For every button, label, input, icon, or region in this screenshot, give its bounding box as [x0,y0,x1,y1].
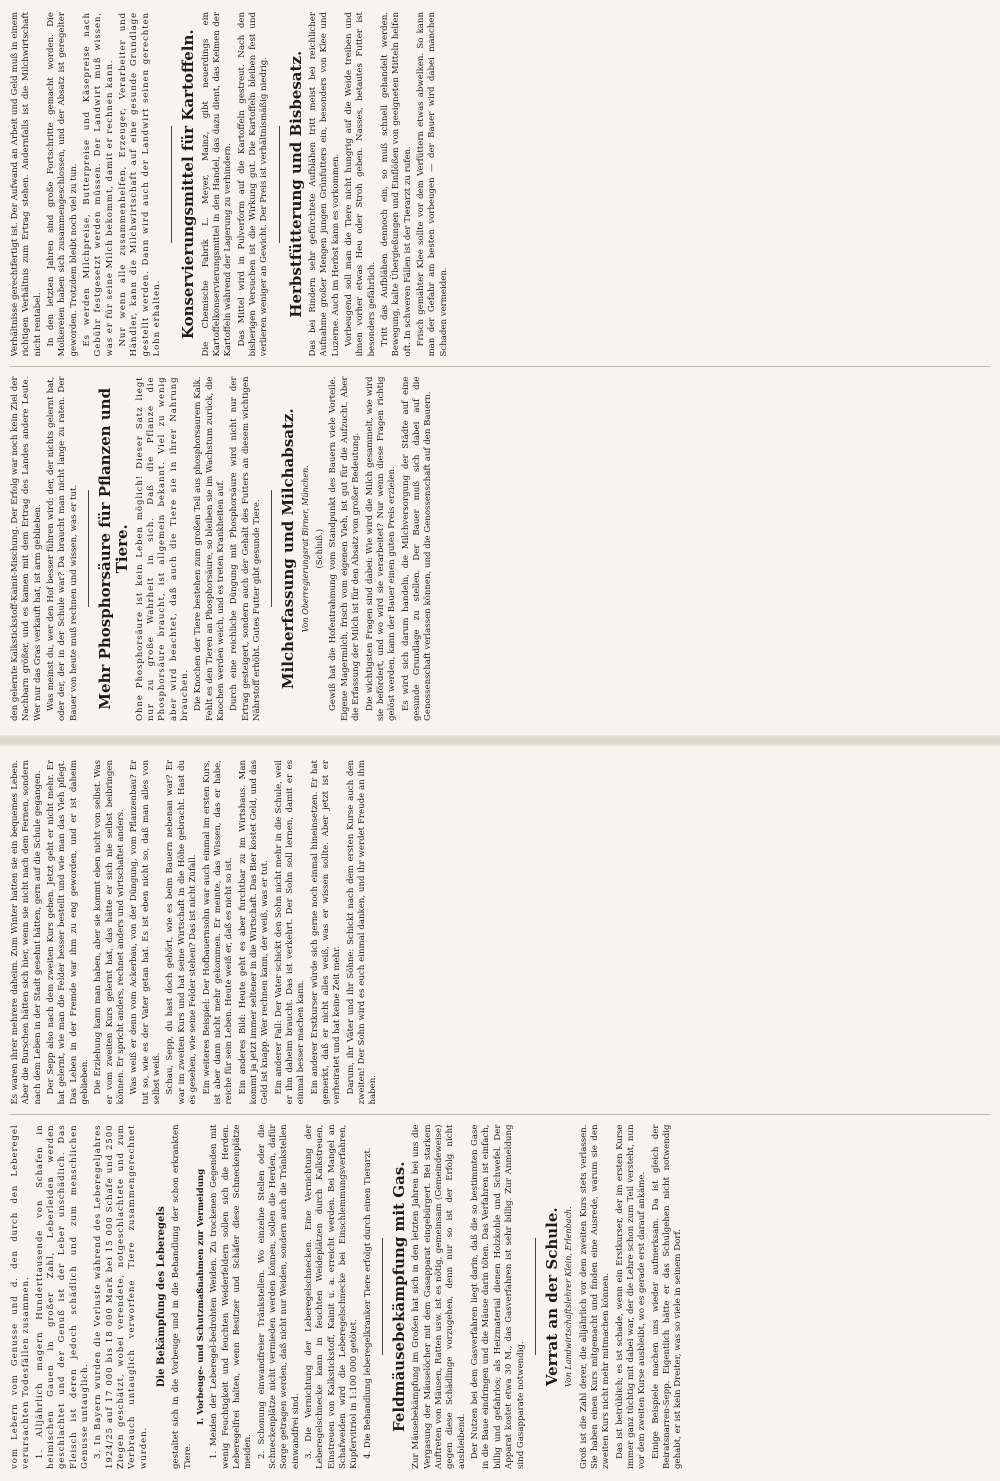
continued-article [10,377,80,722]
left-page [0,748,1000,1481]
divider [535,1238,536,1355]
paragraph: 4. Die Behandlung leberegelkranker Tiere erfolgt durch einen Tierarzt. [362,1147,373,1459]
paragraph: 1. Alljährlich magern Hunderttausende von Schafen in heimischen Gauen in großer Zahl, Leberleiden werden geschlachtet und der Genuß ist der Leber unschädlich. Das Fleisch ist deren jedoch schädlich und zum menschlichen Genusse untauglich. [34,1124,91,1469]
paragraph: Das bei Rindern sehr gefürchtete Aufblähen tritt meist bei reichlicher Aufnahme großer Mengen jungen Grünfutters ein, besonders von Klee und Luzerne. Auch im Herbst kann es vorkommen. [308,12,341,357]
article-headline: Verrat an der Schule. [542,1207,561,1387]
kartoffel-article-body [201,12,271,357]
paragraph: In den letzten Jahren sind große Fortschritte gemacht worden. Die Molkereien haben sich zusammengeschlossen, und der Absatz ist geregelter geworden. Trotzdem bleibt noch viel zu tun. [46,12,79,357]
leberegel-article-body [171,1125,374,1470]
paragraph: den gelernte Kalkstickstoff-Kainit-Mischung. Der Erfolg war noch kein Ziel der Nachbarn größer, und es kamen mit dem Ertrag des Landes andere Leute. Wer nur das Gras verkauft hat, ist arm geblieben. [10,376,43,721]
paragraph: Es waren ihrer mehrere daheim. Zum Winter hatten sie ein bequemes Leben. Aber die Burschen hätten sich hier, wenn sie nicht nach dem Fernen, sondern nach dem Leben in der Stadt gesehnt hätten, gern auf die Schule gegangen. [10,760,43,1105]
paragraph: Die Chemische Fabrik L. Meyer, Mainz, gibt neuerdings ein Kartoffelkonservierungsmittel in den Handel, das dazu dient, das Keimen der Kartoffeln während der Lagerung zu verhindern. [200,12,234,357]
paragraph: Es wird sich darum handeln, die Milchversorgung der Städte auf eine gesunde Grundlage zu stellen. Der Bauer muß sich dabei auf die Genossenschaft verlassen können, und die Genossenschaft auf den Bauern. [400,376,434,721]
paragraph: Frisch gemähter Klee sollte vor dem Verfüttern etwas abwelken. So kann man der Gefahr am besten vorbeugen — der Bauer wird dabei manchen Schaden vermeiden. [416,12,449,357]
paragraph: Schau, Sepp, du hast doch gehört, wie es beim Bauern nebenan war? Er war im zweiten Kurs und hat seine Wirtschaft in die Höhe gebracht. Hast du es gesehen, wie seine Felder stehen? Das ist nicht Zufall. [165,760,199,1105]
divider [271,490,272,607]
paragraph: Die wichtigsten Fragen sind dabei: Wie wird die Milch gesammelt, wie wird sie befördert, und wo wird sie verarbeitet? Nur wenn diese Fragen richtig gelöst werden, kann der Bauer einen guten Preis erzielen. [364,376,398,721]
section-heading: Die Bekämpfung des Leberegels [156,1206,168,1388]
paragraph: Zur Mäusebekämpfung im Großen hat sich in den letzten Jahren bei uns die Vergasung der Mäuselöcher mit dem Gasapparat eingebürgert. Bei starkem Auftreten von Mäusen, Ratten usw. ist es nötig, gemeinsam (Gemeindeweise) gegen diese Schädlinge vorzugehen, denn nur so ist der Erfolg nicht ausbleibend. [411,1124,467,1469]
right-page-column-1 [10,367,990,722]
article-headline: Feldmäusebekämpfung mit Gas. [390,1161,409,1432]
paragraph: Ein anderes Bild: Heute geht es aber furchtbar zu im Wirtshaus. Man kommt ja jetzt immer seltener in die Wirtschaft. Das Bier kostet Geld, und das Geld ist knapp. Wer rechnen kann, der weiß, was er tut. [237,760,271,1105]
left-page-column-2 [10,760,990,1105]
paragraph: 1. Meiden der Leberegel-bedrohten Weiden. Zu trockenen Gegenden mit wenig Feuchtigkeit und feuchten Weiderfeldern sollen sich die Herden. Leberegelfrei halten, wenn Besitzer und Schäfer diese Schneckenplätze meiden. [209,1124,254,1469]
schule-article-body [579,1125,685,1470]
paragraph: Groß ist die Zahl derer, die alljährlich vor dem zweiten Kurs stets verlassen. Sie haben einen Kurs mitgemacht und finden eine Ausrede, warum sie den zweiten Kurs nicht mehr mitmachen können. [578,1124,612,1469]
paragraph: Verhältnisse gerechtfertigt ist. Der Aufwand an Arbeit und Geld muß in einem richtigen Verhältnis zum Ertrag stehen. Andernfalls ist die Milchwirtschaft nicht rentabel. [10,12,43,357]
paragraph: Der Nutzen bei dem Gasverfahren liegt darin, daß die so bestimmten Gase in die Baue eindringen und die Mäuse darin töten. Das Verfahren ist einfach, billig und gefahrlos; als Heizmaterial dienen Holzkohle und Schwefel. Der Apparat kostet etwa 30 M., das Gasverfahren ist sehr billig. Zur Anmeldung sind Gasapparate notwendig. [470,1124,526,1469]
divider [171,126,172,243]
page-fold [0,735,1000,746]
left-page-column-1 [10,1115,990,1470]
paragraph: Die Erziehung kann man haben, aber sie kommt eben nicht von selbst. Was er vom zweiten Kurs gelernt hat, das hätte er sich nie selbst beibringen können. Er spricht anders, rechnet anders und wirtschaftet anders. [93,760,127,1105]
divider [279,126,280,243]
right-page-column-2 [10,12,990,357]
paragraph: vom Lebern vom Genusse und d. den durch den Leberegel verursachten Todesfällen zusammen. [10,1124,32,1469]
paragraph: 2. Schonung einwandfreier Tränkstellen. Wo einzelne Stellen oder die Schneckenplätze nicht vermieden werden können, sollen die Herden, dafür Sorge getragen werden, daß nicht nur Weiden, sondern auch die Tränkstellen einwandfrei sind. [256,1124,301,1469]
paragraph: Das Mittel wird in Pulverform auf die Kartoffeln gestreut. Nach den bisherigen Versuchen ist die Wirkung gut. Die Kartoffeln bleiben fest und verlieren weniger an Gewicht. Der Preis ist verhältnismäßig niedrig. [236,12,270,357]
byline: Von Oberregierungsrat Birner, München. [300,465,310,633]
paragraph: Einige Beispiele machen uns wieder aufmerksam. Da ist gleich der Beiratsnarren-Sepp. Eigentlich hätte er das Schulgehen nicht notwendig gehabt, er ist kein Dreiter, was so viele in seinem Dorf. [650,1124,684,1469]
paragraph: Die Knochen der Tiere bestehen zum großen Teil aus phosphorsaurem Kalk. Fehlt es den Tieren an Phosphorsäure, so bleiben sie im Wachstum zurück, die Knochen werden weich, und es treten Krankheiten auf. [193,376,226,721]
phosphorsaeure-article-body [135,377,264,722]
article-headline: Milcherfassung und Milchabsatz. [279,408,298,690]
milch-article-continued [10,12,163,357]
right-page [0,0,1000,733]
paragraph: 3. In Bayern wurden die Verluste während des Leberegeljahres 1924/25 auf 17 000 bis 18 000 Mark bei 15 000 Schafe und 2500 Ziegen geschätzt, wobei verendete, notgeschlachtete und zum Verbrauch untauglich verworfene Tiere zusammengerechnet wurden. [93,1124,149,1469]
paragraph: gestaltet sich in die Vorbeuge und in die Behandlung der schon erkrankten Tiere. [171,1124,193,1469]
paragraph: I. Vorbeuge- und Schutzmaßnahmen zur Vermeidung [196,1168,206,1425]
paragraph: Ein weiteres Beispiel: Der Hofbauernsohn war auch einmal im ersten Kurs, ist aber dann nicht mehr gekommen. Er meinte, das Wissen, das er habe, reiche für sein Leben. Heute weiß er, daß es nicht so ist. [201,760,235,1105]
feldmaeuse-article-body [411,1125,526,1470]
leberegel-article-lead [10,1125,150,1470]
paragraph: Der Sepp also nach dem zweiten Kurs gehen. Jetzt geht er nicht mehr. Er hat gelernt, wie man die Felder besser bestellt und wie man das Vieh pflegt. Das Leben in der Fremde war ihm zu eng geworden, und er ist daheim geblieben. [46,760,91,1105]
schule-article-continued [10,760,380,1105]
paragraph: Was weiß er denn vom Ackerbau, von der Düngung, vom Pflanzenbau? Er tut so, wie es der Vater getan hat. Es ist eben nicht so, daß man alles von selbst weiß. [129,760,163,1105]
paragraph: Gewiß hat die Hofentrahmung vom Standpunkt des Bauern viele Vorteile. Eigene Magermilch, frisch vom eigenen Vieh, ist gut für die Aufzucht. Aber die Erfassung der Milch ist für den Absatz von großer Bedeutung. [328,376,362,721]
paragraph: Ein anderer Fall: Der Vater schickt den Sohn nicht mehr in die Schule, weil er ihn daheim braucht. Das ist verkehrt. Der Sohn soll lernen, damit er es einmal besser machen kann. [273,760,307,1105]
paragraph: Darum, ihr Väter und ihr Söhne: Schickt nach dem ersten Kurse auch den zweiten! Der Sohn wird es euch einmal danken, und ihr werdet Freude an ihm haben. [345,760,379,1105]
paragraph: (Schluß.) [315,528,326,569]
paragraph: Das ist betrüblich; es ist schade, wenn ein Erstkurser, der im ersten Kurse immer ganz tüchtig mit dabei war, der die Lehre schon zum Teil versteht, nun vor dem zweiten Kurse ausbleibt, wo es gerade erst darauf ankäme. [614,1124,648,1469]
paragraph: Nur wenn alle zusammenhelfen, Erzeuger, Verarbeiter und Händler, kann die Milchwirtschaft auf eine gesunde Grundlage gestellt werden. Dann wird auch der Landwirt seinen gerechten Lohn erhalten. [118,12,163,357]
milch-article-body [315,377,434,722]
article-headline: Konservierungsmittel für Kartoffeln. [179,29,198,340]
paragraph: Vorbeugend soll man die Tiere nicht hungrig auf die Weide treiben und ihnen vorher etwas Heu oder Stroh geben. Nasses, betautes Futter ist besonders gefährlich. [344,12,377,357]
paragraph: Durch eine reichliche Düngung mit Phosphorsäure wird nicht nur der Ertrag gesteigert, sondern auch der Gehalt des Futters an diesem wichtigen Nährstoff erhöht. Gutes Futter gibt gesunde Tiere. [229,376,262,721]
divider [88,490,89,607]
byline: Von Landwirtschaftslehrer Klein, Erlenbach. [564,1206,574,1388]
paragraph: Tritt das Aufblähen dennoch ein, so muß schnell gehandelt werden. Bewegung, kalte Übergießungen und Einflößen von geeigneten Mitteln helfen oft. In schweren Fällen ist der Tierarzt zu rufen. [380,12,413,357]
article-headline: Mehr Phosphorsäure für Pflanzen und Tiere. [96,387,132,710]
paragraph: Ein anderer Erstkurser würde sich gerne noch einmal hineinsetzen. Er hat gemerkt, daß er nicht alles weiß, was er wissen sollte. Aber jetzt ist er verheiratet und hat keine Zeit mehr. [309,760,343,1105]
paragraph: Es werden Milchpreise, Butterpreise und Käsepreise nach Gebühr festgesetzt werden müssen. Der Landwirt muß wissen, was er für seine Milch bekommt, damit er rechnen kann. [82,12,115,357]
article-headline: Herbstfütterung und Bisbesatz. [286,50,305,318]
paragraph: 3. Die Vernichtung der Leberegelschnecken. Eine Vernichtung der Leberegelschnecke kann in feuchten Weideplätzen durch Kalkstreuen, Einstreuen von Kalkstickstoff, Kainit u. a. erreicht werden. Bei Mangel an Schafweiden wird die Leberegelschnecke bei Einschlemmungsverfahren, Kupfervitriol in 1:100 000 getötet. [304,1124,360,1469]
paragraph: Ohne Phosphorsäure ist kein Leben möglich! Dieser Satz liegt nur zu große Wahrheit in sich. Daß die Pflanze die Phosphorsäure braucht, ist allgemein bekannt. Viel zu wenig aber wird beachtet, daß auch die Tiere sie in ihrer Nahrung brauchen. [134,376,190,721]
paragraph: Was meinst du, wer den Hof besser führen wird: der, der nichts gelernt hat, oder der, der in der Schule war? Da braucht man nicht lange zu raten. Der Bauer von heute muß rechnen und wissen, was er tut. [46,376,79,721]
herbstfuetterung-article-body [308,12,450,357]
divider [382,1238,383,1355]
